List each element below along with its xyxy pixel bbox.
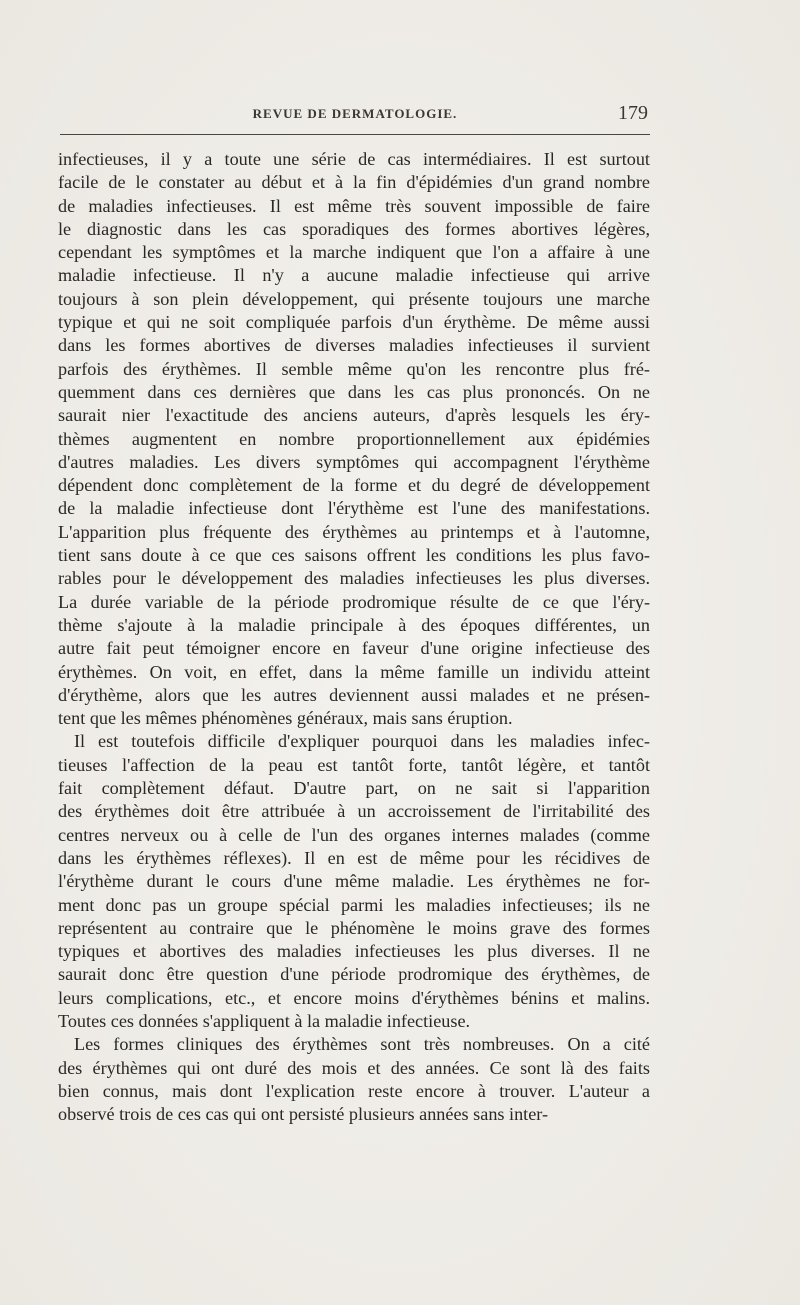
text-line: d'érythème, alors que les autres deviennent aussi malades et ne présen-	[58, 684, 650, 705]
text-line: rables pour le développement des maladies infectieuses les plus diverses.	[58, 568, 650, 589]
text-line: Toutes ces données s'appliquent à la maladie infectieuse.	[58, 1010, 471, 1031]
text-line: autre fait peut témoigner encore en faveur d'une origine infectieuse des	[58, 638, 650, 659]
text-line: leurs complications, etc., et encore moins d'érythèmes bénins et malins.	[58, 987, 650, 1008]
text-line: d'autres maladies. Les divers symptômes qui accompagnent l'érythème	[58, 451, 650, 472]
text-line: centres nerveux ou à celle de l'un des organes internes malades (comme	[58, 824, 650, 845]
text-line: observé trois de ces cas qui ont persisté plusieurs années sans inter-	[58, 1104, 549, 1125]
text-line: tient sans doute à ce que ces saisons offrent les conditions les plus favo-	[58, 545, 650, 566]
text-line: ment donc pas un groupe spécial parmi les maladies infectieuses; ils ne	[58, 894, 650, 915]
text-line: infectieuses, il y a toute une série de cas intermédiaires. Il est surtout	[58, 149, 650, 169]
page-number: 179	[618, 102, 648, 124]
text-line: le diagnostic dans les cas sporadiques des formes abortives légères,	[58, 218, 650, 239]
text-line: tieuses l'affection de la peau est tantôt forte, tantôt légère, et tantôt	[58, 754, 650, 775]
text-line: Les formes cliniques des érythèmes sont très nombreuses. On a cité	[74, 1034, 650, 1055]
text-line: tent que les mêmes phénomènes généraux, mais sans éruption.	[58, 708, 513, 729]
running-title: REVUE DE DERMATOLOGIE.	[252, 106, 458, 121]
text-line: typiques et abortives des maladies infectieuses les plus diverses. Il ne	[58, 941, 650, 962]
text-line: thème s'ajoute à la maladie principale à des époques différentes, un	[58, 614, 650, 635]
text-line: érythèmes. On voit, en effet, dans la même famille un individu atteint	[58, 661, 650, 682]
text-line: L'apparition plus fréquente des érythèmes au printemps et à l'automne,	[58, 521, 650, 542]
paragraph	[58, 1033, 650, 1126]
text-line: saurait donc être question d'une période prodromique des érythèmes, de	[58, 964, 650, 985]
text-line: des érythèmes doit être attribuée à un accroissement de l'irritabilité des	[58, 801, 650, 822]
text-line: bien connus, mais dont l'explication reste encore à trouver. L'auteur a	[58, 1080, 650, 1101]
text-line: Il est toutefois difficile d'expliquer pourquoi dans les maladies infec-	[74, 731, 650, 752]
header-rule	[60, 134, 650, 135]
text-line: thèmes augmentent en nombre proportionnellement aux épidémies	[58, 428, 650, 449]
text-line: fait complètement défaut. D'autre part, on ne sait si l'apparition	[58, 778, 650, 799]
text-line: quemment dans ces dernières que dans les cas plus prononcés. On ne	[58, 381, 650, 402]
body-text	[58, 148, 650, 1126]
text-line: cependant les symptômes et la marche indiquent que l'on a affaire à une	[58, 242, 650, 263]
text-line: des érythèmes qui ont duré des mois et des années. Ce sont là des faits	[58, 1057, 650, 1078]
text-line: l'érythème durant le cours d'une même maladie. Les érythèmes ne for-	[58, 871, 650, 892]
text-line: de la maladie infectieuse dont l'érythème est l'une des manifestations.	[58, 498, 650, 519]
paragraph	[58, 730, 650, 1033]
text-line: saurait nier l'exactitude des anciens auteurs, d'après lesquels les éry-	[58, 405, 650, 426]
text-line: dans les formes abortives de diverses maladies infectieuses il survient	[58, 335, 650, 356]
text-line: dépendent donc complètement de la forme et du degré de développement	[58, 475, 650, 496]
running-header	[60, 100, 650, 128]
text-line: typique et qui ne soit compliquée parfois d'un érythème. De même aussi	[58, 312, 650, 333]
text-line: parfois des érythèmes. Il semble même qu'on les rencontre plus fré-	[58, 358, 650, 379]
text-line: maladie infectieuse. Il n'y a aucune maladie infectieuse qui arrive	[58, 265, 650, 286]
text-line: de maladies infectieuses. Il est même très souvent impossible de faire	[58, 195, 650, 216]
text-line: La durée variable de la période prodromique résulte de ce que l'éry-	[58, 591, 650, 612]
text-line: dans les érythèmes réflexes). Il en est de même pour les récidives de	[58, 847, 650, 868]
text-line: toujours à son plein développement, qui présente toujours une marche	[58, 288, 650, 309]
text-line: représentent au contraire que le phénomène le moins grave des formes	[58, 917, 650, 938]
paragraph	[58, 148, 650, 730]
text-line: facile de le constater au début et à la fin d'épidémies d'un grand nombre	[58, 172, 650, 193]
